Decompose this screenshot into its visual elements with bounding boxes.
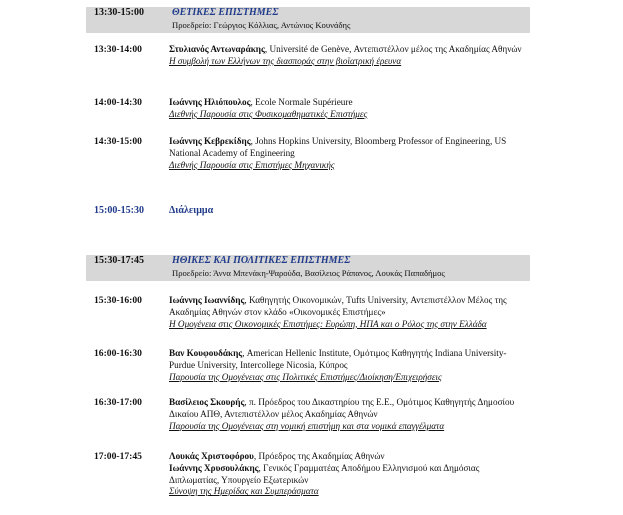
- session-time: 13:30-15:00: [94, 7, 144, 18]
- speaker-name: Ιωάννης Ιωαννίδης: [169, 295, 245, 305]
- speaker-name: Βασίλειος Σκουρής: [169, 397, 245, 407]
- talk-time: 16:30-17:00: [94, 397, 142, 408]
- talk-title: Παρουσία της Ομογένειας στη νομική επιστήμη και στα νομικά επαγγέλματα: [169, 420, 445, 431]
- talk-time: 15:30-16:00: [94, 295, 142, 306]
- closing-entry: [169, 451, 529, 498]
- talk-time: 16:00-16:30: [94, 348, 142, 359]
- session-chairs: Προεδρείο: Άννα Μπενάκη-Ψαρούδα, Βασίλειος Ράπανος, Λουκάς Παπαδήμος: [172, 268, 445, 278]
- talk-entry: [169, 44, 529, 68]
- speaker-name: Λουκάς Χριστοφόρου: [169, 451, 254, 461]
- speaker-name: Ιωάννης Κεβρεκίδης: [169, 136, 251, 146]
- talk-title: Διεθνής Παρουσία στις Φυσικομαθηματικές Επιστήμες: [169, 108, 368, 119]
- speaker-affiliation: , Πρόεδρος της Ακαδημίας Αθηνών: [253, 451, 385, 461]
- closing-line-1: [169, 451, 529, 463]
- speaker-affiliation: , American Hellenic Institute, Ομότιμος Καθηγητής Indiana University-Purdue University, Intercollege Nicosia, Κύπρος: [169, 348, 507, 370]
- talk-time: 17:00-17:45: [94, 451, 142, 462]
- session-time: 15:30-17:45: [94, 255, 144, 266]
- talk-title: Διεθνής Παρουσία στις Επιστήμες Μηχανικής: [169, 159, 335, 170]
- talk-entry: [169, 348, 529, 383]
- session-title: ΘΕΤΙΚΕΣ ΕΠΙΣΤΗΜΕΣ: [172, 7, 279, 18]
- talk-title: Σύνοψη της Ημερίδας και Συμπεράσματα: [169, 486, 319, 497]
- talk-entry: [169, 397, 529, 432]
- speaker-name: Ιωάννης Χρυσουλάκης: [169, 462, 259, 473]
- speaker-affiliation: , Καθηγητής Οικονομικών, Tufts University, Αντεπιστέλλον Μέλος της Ακαδημίας Αθηνών στον κλάδο «Οικονομικές Επιστήμες»: [169, 295, 507, 317]
- talk-time: 14:00-14:30: [94, 97, 142, 108]
- break-time: 15:00-15:30: [94, 205, 144, 216]
- talk-title: Η συμβολή των Ελλήνων της διασποράς στην βιοϊατρική έρευνα: [169, 55, 402, 66]
- speaker-name: Στυλιανός Αντωναράκης: [169, 44, 265, 54]
- speaker-affiliation: , Johns Hopkins University, Bloomberg Professor of Engineering, US National Academy of Engineering: [169, 136, 507, 158]
- session-chairs: Προεδρείο: Γεώργιος Κόλλιας, Αντώνιος Κουνάδης: [172, 20, 351, 30]
- session-header-bar: [86, 255, 530, 281]
- speaker-affiliation: , Γενικός Γραμματέας Αποδήμου Ελληνισμού και Δημόσιας Διπλωματίας, Υπουργείο Εξωτερικών: [169, 462, 480, 485]
- break-label: Διάλειμμα: [169, 205, 214, 216]
- talk-entry: [169, 136, 529, 171]
- talk-entry: [169, 97, 529, 121]
- talk-entry: [169, 295, 529, 330]
- speaker-name: Ιωάννης Ηλιόπουλος: [169, 97, 251, 107]
- talk-time: 13:30-14:00: [94, 44, 142, 55]
- session-title: ΗΘΙΚΕΣ ΚΑΙ ΠΟΛΙΤΙΚΕΣ ΕΠΙΣΤΗΜΕΣ: [172, 255, 351, 266]
- talk-time: 14:30-15:00: [94, 136, 142, 147]
- speaker-name: Βαν Κουφουδάκης: [169, 348, 243, 358]
- talk-title: Παρουσία της Ομογένειας στις Πολιτικές Επιστήμες/Διοίκηση/Επιχειρήσεις: [169, 371, 442, 382]
- closing-line-2: [169, 463, 529, 487]
- talk-title: Η Ομογένεια στις Οικονομικές Επιστήμες: Ευρώπη, ΗΠΑ και ο Ρόλος της στην Ελλάδα: [169, 318, 487, 329]
- speaker-affiliation: , Université de Genève, Αντεπιστέλλον μέλος της Ακαδημίας Αθηνών: [264, 44, 522, 54]
- speaker-affiliation: , Ecole Normale Supérieure: [250, 97, 353, 107]
- session-header-bar: [86, 7, 530, 33]
- speaker-affiliation: , π. Πρόεδρος του Δικαστηρίου της Ε.Ε., Ομότιμος Καθηγητής Δημοσίου Δικαίου ΑΠΘ, Αντεπιστέλλον μέλος Ακαδημίας Αθηνών: [169, 397, 515, 419]
